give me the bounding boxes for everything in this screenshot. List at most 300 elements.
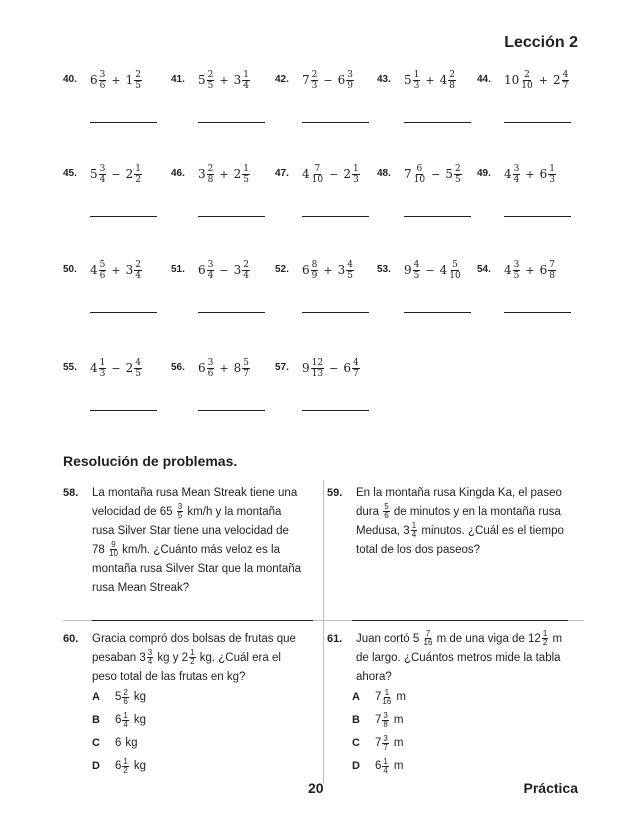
mixed-number [504, 164, 520, 185]
answer-line[interactable] [302, 216, 369, 217]
exercise-item [477, 62, 583, 152]
denominator: 4 [243, 270, 249, 281]
numerator: 1 [135, 163, 141, 174]
exercise-item [63, 350, 169, 440]
denominator: 4 [135, 270, 141, 281]
denominator: 13 [311, 368, 324, 379]
fraction [207, 358, 215, 379]
fraction: $\frac{5}{6}$ [384, 502, 389, 521]
answer-line[interactable] [90, 216, 157, 217]
numerator: 2 [524, 69, 530, 80]
numerator: 3 [347, 69, 353, 80]
whole-part: 9 [302, 361, 310, 375]
whole-part: 5 [445, 167, 453, 181]
fraction [352, 164, 360, 185]
exercise-number: 53. [377, 264, 391, 275]
unit: m [393, 737, 404, 749]
exercise-number: 52. [275, 264, 289, 275]
answer-line[interactable] [198, 122, 265, 123]
numerator: 3 [207, 259, 214, 270]
fraction [207, 260, 215, 281]
expression [90, 62, 142, 98]
fraction [548, 164, 556, 185]
fraction [413, 164, 426, 185]
exercise-number: 51. [171, 264, 185, 275]
option-letter: D [352, 760, 360, 772]
unit: m [393, 760, 404, 772]
whole-part: 6 [115, 760, 122, 772]
answer-line[interactable] [302, 122, 369, 123]
denominator: 10 [449, 270, 461, 281]
whole-part: 2 [233, 167, 242, 181]
operator: − [329, 167, 339, 181]
fraction [562, 70, 570, 91]
numerator: 3 [99, 163, 106, 174]
numerator: 4 [352, 357, 359, 368]
numerator: 1 [352, 163, 359, 174]
operator: + [525, 167, 535, 181]
answer-line[interactable] [504, 216, 571, 217]
expression [198, 252, 250, 288]
denominator: 5 [243, 174, 249, 185]
whole-part: 3 [198, 167, 206, 181]
operator: − [425, 263, 435, 277]
problem-number: 59. [327, 487, 343, 499]
denominator: 5 [135, 368, 141, 379]
fraction [99, 358, 107, 379]
mixed-number [234, 70, 250, 91]
fraction [122, 758, 128, 775]
whole-part: 4 [439, 263, 448, 277]
denominator: 4 [123, 719, 128, 729]
whole-part: 6 [337, 73, 346, 87]
fraction [382, 689, 391, 706]
numerator: 1 [384, 687, 390, 697]
mixed-number [234, 164, 250, 185]
exercise-row [63, 252, 583, 342]
mixed-number [440, 70, 456, 91]
answer-option[interactable] [92, 755, 146, 777]
exercise-item [275, 156, 381, 246]
denominator: 6 [207, 368, 214, 379]
denominator: 8 [383, 719, 388, 729]
text-line: En la montaña rusa Kingda Ka, el paseo [356, 487, 562, 499]
expression [198, 156, 250, 192]
mixed-number [504, 260, 520, 281]
answer-line[interactable] [90, 312, 157, 313]
answer-line[interactable] [92, 620, 313, 621]
option-value [115, 689, 146, 706]
fraction [513, 164, 521, 185]
numerator: 2 [207, 69, 214, 80]
whole-part: 6 [115, 737, 122, 749]
denominator: 5 [513, 270, 520, 281]
exercise-number: 55. [63, 362, 77, 373]
mixed-number [90, 358, 106, 379]
numerator: 8 [311, 259, 318, 270]
whole-part: 3 [337, 263, 346, 277]
whole-part: 6 [343, 361, 351, 375]
denominator: 4 [243, 80, 249, 91]
fraction [242, 260, 250, 281]
whole-part: 5 [198, 73, 206, 87]
exercise-item [171, 156, 277, 246]
mixed-number [198, 260, 214, 281]
numerator: 3 [513, 163, 520, 174]
answer-option[interactable] [92, 732, 138, 754]
whole-part: 6 [198, 263, 206, 277]
whole-part: 4 [302, 167, 310, 181]
whole-part: 3 [233, 263, 242, 277]
numerator: 2 [454, 163, 461, 174]
fraction [311, 164, 324, 185]
denominator: 8 [207, 174, 214, 185]
fraction [99, 70, 107, 91]
operator: + [525, 263, 535, 277]
mixed-number [338, 260, 354, 281]
exercise-item [63, 156, 169, 246]
exercise-number: 54. [477, 264, 491, 275]
exercise-item [275, 252, 381, 342]
fraction [311, 70, 319, 91]
whole-part: 7 [375, 737, 382, 749]
mixed-number [338, 70, 354, 91]
mixed-number [343, 358, 359, 379]
answer-line[interactable] [198, 312, 265, 313]
fraction [448, 260, 461, 281]
fraction [207, 70, 215, 91]
exercise-item [275, 350, 381, 440]
whole-part: 4 [90, 263, 98, 277]
expression [198, 350, 250, 386]
denominator: 3 [352, 174, 359, 185]
denominator: 7 [383, 742, 388, 752]
whole-part: 2 [552, 73, 561, 87]
exercise-item [171, 350, 277, 440]
numerator: 5 [452, 259, 458, 270]
fraction [122, 689, 128, 706]
denominator: 10 [311, 174, 324, 185]
expression [404, 62, 456, 98]
answer-line[interactable] [352, 620, 568, 621]
mixed-number [126, 70, 142, 91]
option-value [115, 758, 146, 775]
fraction: $\frac{9}{10}$ [109, 540, 118, 559]
expression [404, 252, 462, 288]
operator: + [425, 73, 435, 87]
option-value [375, 735, 403, 752]
exercise-number: 46. [171, 168, 185, 179]
section-title: Resolución de problemas. [63, 453, 238, 469]
answer-option[interactable] [352, 686, 406, 708]
operator: − [431, 167, 441, 181]
fraction [242, 164, 250, 185]
text-line: rusa Silver Star tiene una velocidad de [92, 525, 289, 537]
exercise-number: 48. [377, 168, 391, 179]
numerator: 4 [347, 259, 353, 270]
numerator: 2 [243, 259, 249, 270]
problem-number: 60. [63, 633, 79, 645]
fraction [448, 70, 456, 91]
mixed-number [404, 260, 420, 281]
numerator: 2 [135, 69, 141, 80]
whole-part: 2 [125, 167, 134, 181]
operator: − [323, 73, 333, 87]
fraction [207, 164, 215, 185]
exercise-item [377, 62, 483, 152]
answer-option[interactable] [352, 709, 403, 731]
option-letter: C [352, 737, 360, 749]
numerator: 4 [562, 69, 569, 80]
problem-text [356, 484, 564, 560]
whole-part: 2 [125, 361, 134, 375]
numerator: 3 [207, 357, 214, 368]
fraction [311, 260, 319, 281]
exercise-number: 50. [63, 264, 77, 275]
numerator: 1 [243, 163, 249, 174]
exercise-item [63, 252, 169, 342]
exercise-item [171, 252, 277, 342]
mixed-number [440, 260, 462, 281]
answer-option[interactable] [352, 732, 403, 754]
fraction [382, 735, 388, 752]
text-line: Gracia compró dos bolsas de frutas que [92, 633, 296, 645]
option-letter: C [92, 737, 100, 749]
whole-part: 8 [233, 361, 242, 375]
operator: − [111, 361, 121, 375]
column-divider [323, 480, 324, 784]
unit: kg [133, 714, 147, 726]
numerator: 4 [135, 357, 141, 368]
denominator: 6 [123, 696, 128, 706]
operator: − [111, 167, 121, 181]
numerator: 4 [413, 259, 420, 270]
whole-part: 5 [404, 73, 412, 87]
mixed-number [198, 358, 214, 379]
answer-line[interactable] [302, 312, 369, 313]
answer-line[interactable] [504, 122, 571, 123]
exercise-number: 40. [63, 74, 77, 85]
numerator: 5 [99, 259, 106, 270]
expression [504, 62, 569, 98]
numerator: 1 [243, 69, 249, 80]
numerator: 2 [135, 259, 141, 270]
unit: m [393, 714, 404, 726]
answer-line[interactable] [198, 410, 265, 411]
numerator: 2 [207, 163, 214, 174]
option-letter: A [352, 691, 360, 703]
option-value [115, 737, 138, 749]
fraction [346, 260, 354, 281]
fraction [99, 164, 107, 185]
whole-part: 6 [115, 714, 122, 726]
exercise-number: 44. [477, 74, 491, 85]
expression [90, 156, 142, 192]
mixed-number [126, 164, 142, 185]
exercise-row [63, 62, 583, 152]
answer-line[interactable] [302, 410, 369, 411]
answer-line[interactable] [404, 312, 471, 313]
exercise-item [477, 252, 583, 342]
numerator: 1 [123, 710, 128, 720]
footer-label: Práctica [523, 780, 578, 796]
option-letter: D [92, 760, 100, 772]
fraction [454, 164, 462, 185]
answer-line[interactable] [198, 216, 265, 217]
problem-number: 58. [63, 487, 79, 499]
operator: + [111, 263, 121, 277]
mixed-number [553, 70, 569, 91]
numerator: 3 [513, 259, 520, 270]
option-value [115, 712, 146, 729]
whole-part: 7 [302, 73, 310, 87]
denominator: 4 [383, 765, 388, 775]
unit: kg [133, 760, 147, 772]
answer-line[interactable] [90, 410, 157, 411]
fraction [548, 260, 556, 281]
answer-line[interactable] [504, 312, 571, 313]
numerator: 6 [416, 163, 423, 174]
expression [302, 252, 354, 288]
text-line: montaña rusa Silver Star que la montaña [92, 563, 302, 575]
fraction [352, 358, 360, 379]
text-line: ahora? [356, 671, 392, 683]
whole-part: 1 [125, 73, 134, 87]
option-letter: B [352, 714, 360, 726]
mixed-number [90, 260, 106, 281]
whole-part: 10 [504, 73, 520, 87]
answer-option[interactable] [92, 686, 146, 708]
answer-line[interactable] [404, 122, 471, 123]
operator: − [329, 361, 339, 375]
denominator: 5 [207, 80, 214, 91]
answer-line[interactable] [404, 216, 471, 217]
exercise-row [63, 350, 583, 440]
denominator: 4 [207, 270, 214, 281]
fraction [520, 70, 533, 91]
exercise-item [477, 156, 583, 246]
whole-part: 7 [375, 714, 382, 726]
text-line: Medusa, 3 $\frac{1}{4}$ minutos. ¿Cuál es el tiempo [356, 521, 564, 540]
fraction [134, 358, 142, 379]
fraction [134, 164, 142, 185]
mixed-number [198, 164, 214, 185]
numerator: 12 [311, 357, 324, 368]
mixed-number [302, 260, 318, 281]
mixed-number [126, 358, 142, 379]
fraction: $\frac{3}{5}$ [177, 502, 183, 521]
fraction: $\frac{7}{16}$ [423, 629, 433, 648]
whole-part: 4 [504, 167, 512, 181]
text-line: Juan cortó 5 $\frac{7}{16}$ m de una viga de 12 $\frac{1}{2}$ m [356, 629, 563, 648]
fraction: $\frac{1}{2}$ [542, 629, 548, 648]
exercise-number: 43. [377, 74, 391, 85]
fraction [242, 358, 250, 379]
exercise-item [377, 156, 483, 246]
exercise-number: 49. [477, 168, 491, 179]
operator: + [111, 73, 121, 87]
unit: kg [125, 737, 138, 749]
whole-part: 7 [404, 167, 412, 181]
fraction [311, 358, 324, 379]
denominator: 16 [382, 696, 392, 706]
expression [302, 62, 354, 98]
whole-part: 4 [504, 263, 512, 277]
whole-part: 3 [233, 73, 242, 87]
text-line: peso total de las frutas en kg? [92, 671, 246, 683]
mixed-number [404, 164, 426, 185]
exercise-number: 57. [275, 362, 289, 373]
denominator: 10 [413, 174, 426, 185]
text-line: La montaña rusa Mean Streak tiene una [92, 487, 298, 499]
fraction: $\frac{1}{2}$ [190, 648, 195, 667]
mixed-number [445, 164, 461, 185]
fraction [382, 758, 388, 775]
fraction [413, 260, 421, 281]
whole-part: 9 [404, 263, 412, 277]
expression [504, 156, 556, 192]
fraction [99, 260, 107, 281]
operator: − [219, 263, 229, 277]
whole-part: 5 [115, 691, 122, 703]
page-number: 20 [308, 780, 324, 796]
whole-part: 6 [375, 760, 382, 772]
denominator: 6 [99, 270, 106, 281]
option-value [375, 758, 403, 775]
operator: + [219, 167, 229, 181]
expression [302, 350, 360, 386]
mixed-number [540, 164, 556, 185]
mixed-number [198, 70, 214, 91]
fraction [242, 70, 250, 91]
problem-text [92, 630, 296, 687]
unit: m [396, 691, 406, 703]
exercise-item [63, 62, 169, 152]
numerator: 5 [243, 357, 249, 368]
denominator: 4 [99, 174, 106, 185]
whole-part: 4 [439, 73, 448, 87]
numerator: 1 [123, 756, 128, 766]
mixed-number [302, 358, 324, 379]
mixed-number [302, 164, 324, 185]
exercise-number: 42. [275, 74, 289, 85]
denominator: 8 [449, 80, 455, 91]
expression [198, 62, 250, 98]
answer-option[interactable] [92, 709, 146, 731]
answer-option[interactable] [352, 755, 403, 777]
denominator: 3 [413, 80, 420, 91]
fraction [134, 70, 142, 91]
whole-part: 4 [90, 361, 98, 375]
whole-part: 6 [539, 263, 548, 277]
operator: + [323, 263, 333, 277]
numerator: 1 [383, 756, 388, 766]
exercise-item [275, 62, 381, 152]
denominator: 7 [352, 368, 359, 379]
denominator: 3 [549, 174, 555, 185]
mixed-number [404, 70, 420, 91]
denominator: 10 [521, 80, 533, 91]
fraction [346, 70, 354, 91]
expression [90, 252, 142, 288]
answer-line[interactable] [90, 122, 157, 123]
text-line: de largo. ¿Cuántos metros mide la tabla [356, 652, 561, 664]
numerator: 1 [413, 69, 420, 80]
numerator: 7 [549, 259, 555, 270]
denominator: 2 [135, 174, 141, 185]
operator: + [538, 73, 548, 87]
fraction [134, 260, 142, 281]
